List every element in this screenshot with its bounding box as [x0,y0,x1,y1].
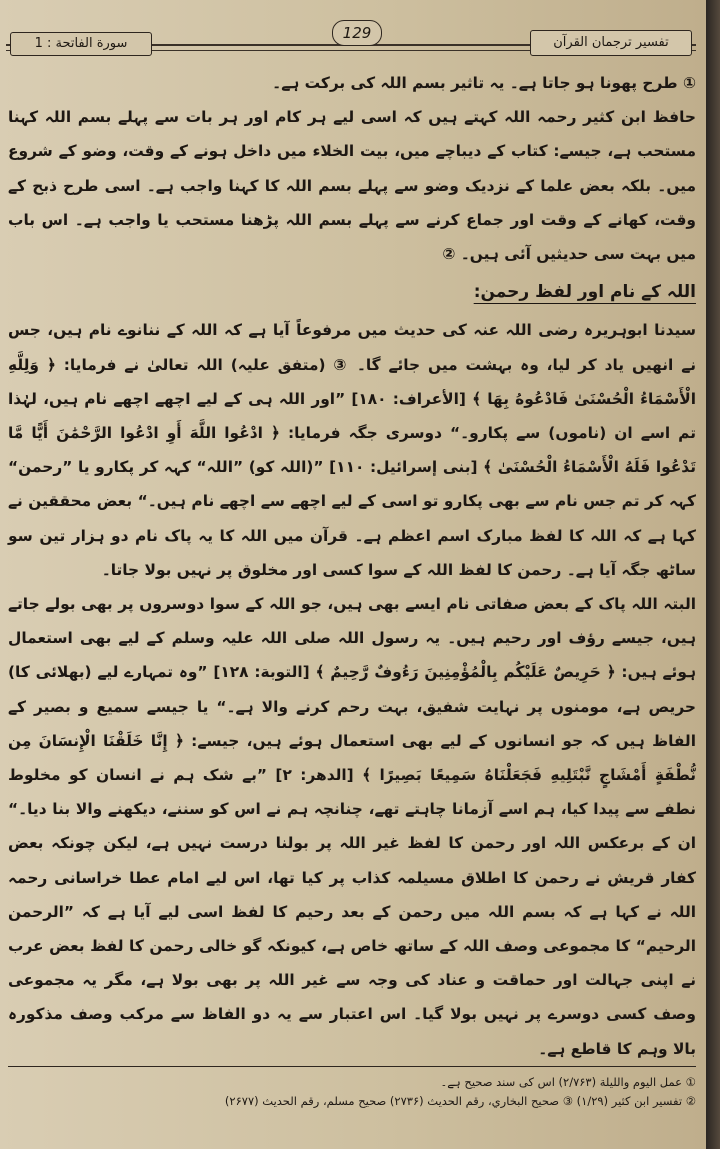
paragraph-2: حافظ ابن کثیر رحمہ اللہ کہتے ہیں کہ اسی لیے ہر کام اور ہر بات سے پہلے بسم اللہ کہنا مستحب ہے، جیسے: کتاب کے دیباچے میں، بیت الخلاء میں داخل ہونے کے وقت، وضو کے شروع میں۔ بلکہ بعض علما کے نزدیک وضو سے پہلے بسم اللہ کا کہنا واجب ہے۔ اسی طرح ذبح کے وقت، کھانے کے وقت اور جماع کرنے سے پہلے بسم اللہ پڑھنا مستحب یا واجب ہے۔ اس باب میں بہت سی حدیثیں آئی ہیں۔ ② [8,108,696,264]
paragraph-4: البتہ اللہ پاک کے بعض صفاتی نام ایسے بھی ہیں، جو اللہ کے سوا دوسروں پر بھی بولے جاتے ہیں، جیسے رؤف اور رحیم ہیں۔ یہ رسول اللہ صلی اللہ علیہ وسلم کے لیے بھی استعمال ہوئے ہیں: ﴿ حَرِيصٌ عَلَيْكُم بِالْمُؤْمِنِينَ رَءُوفٌ رَّحِيمٌ ﴾ [التوبة: ۱۲۸] ”وہ تمہارے لیے (بھلائی کا) حریص ہے، مومنوں پر نہایت شفیق، بہت رحم کرنے والا ہے۔“ یا جیسے سمیع و بصیر کے الفاظ ہیں کہ جو انسانوں کے لیے بھی استعمال ہوئے ہیں، جیسے: ﴿ إِنَّا خَلَقْنَا الْإِنسَانَ مِن نُّطْفَةٍ أَمْشَاجٍ نَّبْتَلِيهِ فَجَعَلْنَاهُ سَمِيعًا بَصِيرًا ﴾ [الدھر: ۲] ”بے شک ہم نے انسان کو مخلوط نطفے سے پیدا کیا، ہم اسے آزمانا چاہتے تھے، چنانچہ ہم نے اس کو سننے، دیکھنے والا بنا دیا۔“ ان کے برعکس اللہ اور رحمن کا لفظ غیر اللہ پر بولنا درست نہیں ہے، لیکن چونکہ بعض کفار قریش نے رحمن کا اطلاق مسیلمہ کذاب پر کیا تھا، اس لیے امام عطا خراسانی رحمہ اللہ نے کہا ہے کہ بسم اللہ میں رحمن کے بعد رحیم کا لفظ اسی لیے آیا ہے کہ ”الرحمن الرحیم“ کا مجموعی وصف اللہ کے ساتھ خاص ہے، کیونکہ گو خالی رحمن کا لفظ بعض عرب نے اپنی جہالت اور حماقت و عناد کی وجہ سے غیر اللہ پر بھی بولا ہے، مگر یہ مجموعی وصف کسی دوسرے پر نہیں بولا گیا۔ اس اعتبار سے یہ دو الفاظ سے مرکب وصف مذکورہ بالا وہم کا قاطع ہے۔ [8,595,696,1058]
footnote-2: ② تفسیر ابن کثیر (۱/۲۹) ③ صحیح البخاري، رقم الحدیث (۲۷۳۶) صحیح مسلم، رقم الحدیث (۲۶۷۷) [224,1094,696,1108]
chapter-label: سورة الفاتحة : 1 [10,32,152,56]
footnote-1: ① عمل الیوم واللیلة (۲/۷۶۳) اس کی سند صحیح ہے۔ [440,1075,696,1089]
page-number: 129 [332,20,382,46]
section-heading: اللہ کے نام اور لفظ رحمن: [473,282,696,303]
page-edge-shadow [706,0,720,1149]
footnotes [8,1066,696,1111]
main-text [8,66,696,1066]
page-header [6,18,696,58]
paragraph-1: ① طرح پھونا ہو جاتا ہے۔ یہ تاثیر بسم اللہ کی برکت ہے۔ [272,74,696,92]
book-title: تفسیر ترجمان القرآن [530,30,692,56]
paragraph-3: سیدنا ابوہریرہ رضی اللہ عنہ کی حدیث میں مرفوعاً آیا ہے کہ اللہ کے ننانوے نام ہیں، جس نے انھیں یاد کر لیا، وہ بہشت میں جائے گا۔ ③ (متفق علیہ) اللہ تعالیٰ نے فرمایا: ﴿ وَلِلَّهِ الْأَسْمَاءُ الْحُسْنَىٰ فَادْعُوهُ بِهَا ﴾ [الأعراف: ۱۸۰] ”اور اللہ ہی کے لیے اچھے اچھے نام ہیں، لہٰذا تم اسے ان (ناموں) سے پکارو۔“ دوسری جگہ فرمایا: ﴿ ادْعُوا اللَّهَ أَوِ ادْعُوا الرَّحْمَٰنَ أَيًّا مَّا تَدْعُوا فَلَهُ الْأَسْمَاءُ الْحُسْنَىٰ ﴾ [بنی إسرائیل: ۱۱۰] ”(اللہ کو) ”اللہ“ کہہ کر پکارو یا ”رحمن“ کہہ کر تم جس نام سے بھی پکارو تو اسی کے لیے اچھے سے اچھے نام ہیں۔“ بعض محققین نے کہا ہے کہ اللہ کا لفظ مبارک اسم اعظم ہے۔ قرآن میں اللہ کا یہ پاک نام دو ہزار تین سو ساٹھ جگہ آیا ہے۔ رحمن کا لفظ اللہ کے سوا کسی اور مخلوق پر نہیں بولا جاتا۔ [8,321,696,579]
